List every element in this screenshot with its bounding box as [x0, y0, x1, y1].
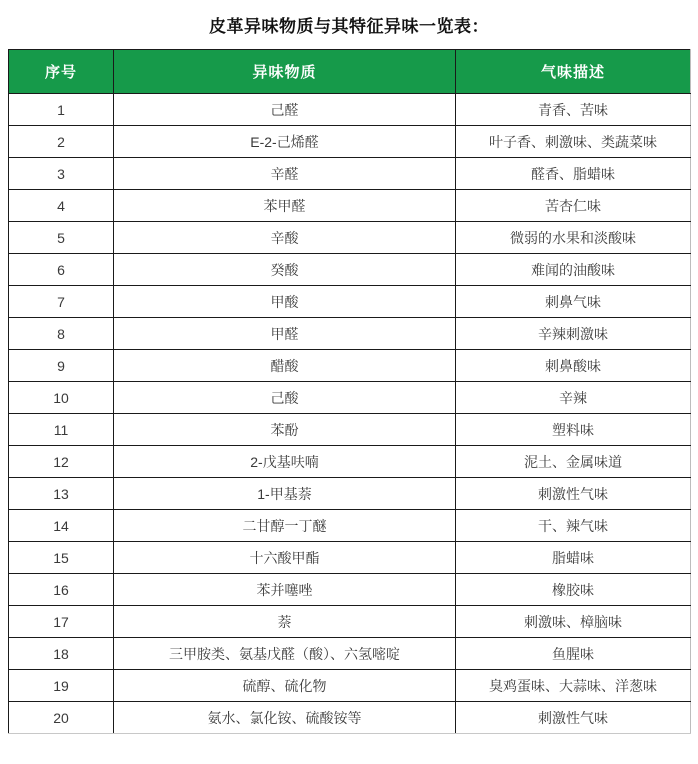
odor-cell: 臭鸡蛋味、大蒜味、洋葱味 [456, 670, 691, 702]
odor-cell: 辛辣 [456, 382, 691, 414]
odor-cell: 叶子香、刺激味、类蔬菜味 [456, 126, 691, 158]
header-odor-substance: 异味物质 [114, 50, 456, 94]
odor-cell: 青香、苦味 [456, 94, 691, 126]
row-number-cell: 11 [9, 414, 114, 446]
substance-cell: 氨水、氯化铵、硫酸铵等 [114, 702, 456, 734]
page-title: 皮革异味物质与其特征异味一览表： [209, 17, 489, 36]
row-number-cell: 2 [9, 126, 114, 158]
table-row [9, 190, 691, 222]
odor-cell: 刺激性气味 [456, 702, 691, 734]
substance-cell: 二甘醇一丁醚 [114, 510, 456, 542]
substance-cell: 三甲胺类、氨基戊醛（酸）、六氢嘧啶 [114, 638, 456, 670]
odor-cell: 难闻的油酸味 [456, 254, 691, 286]
row-number-cell: 8 [9, 318, 114, 350]
odor-cell: 醛香、脂蜡味 [456, 158, 691, 190]
substance-cell: 硫醇、硫化物 [114, 670, 456, 702]
substance-cell: 苯并噻唑 [114, 574, 456, 606]
row-number-cell: 10 [9, 382, 114, 414]
table-row [9, 510, 691, 542]
table-row [9, 478, 691, 510]
row-number-cell: 13 [9, 478, 114, 510]
substance-cell: 甲醛 [114, 318, 456, 350]
odor-cell: 塑料味 [456, 414, 691, 446]
odor-cell: 橡胶味 [456, 574, 691, 606]
table-row [9, 350, 691, 382]
substance-cell: E-2-己烯醛 [114, 126, 456, 158]
row-number-cell: 17 [9, 606, 114, 638]
row-number-cell: 3 [9, 158, 114, 190]
substance-cell: 醋酸 [114, 350, 456, 382]
odor-cell: 刺激味、樟脑味 [456, 606, 691, 638]
odor-substance-table [8, 49, 691, 734]
substance-cell: 苯甲醛 [114, 190, 456, 222]
table-body [9, 94, 691, 734]
substance-cell: 甲酸 [114, 286, 456, 318]
table-row [9, 542, 691, 574]
odor-cell: 刺鼻气味 [456, 286, 691, 318]
table-row [9, 94, 691, 126]
row-number-cell: 9 [9, 350, 114, 382]
header-serial-number: 序号 [9, 50, 114, 94]
table-row [9, 574, 691, 606]
odor-cell: 辛辣刺激味 [456, 318, 691, 350]
table-row [9, 606, 691, 638]
row-number-cell: 16 [9, 574, 114, 606]
substance-cell: 萘 [114, 606, 456, 638]
substance-cell: 辛醛 [114, 158, 456, 190]
row-number-cell: 1 [9, 94, 114, 126]
substance-cell: 癸酸 [114, 254, 456, 286]
table-row [9, 446, 691, 478]
table-row [9, 158, 691, 190]
odor-cell: 鱼腥味 [456, 638, 691, 670]
row-number-cell: 5 [9, 222, 114, 254]
table-row [9, 318, 691, 350]
table-row [9, 702, 691, 734]
odor-cell: 干、辣气味 [456, 510, 691, 542]
table-row [9, 286, 691, 318]
row-number-cell: 20 [9, 702, 114, 734]
table-header-row [9, 50, 691, 94]
odor-cell: 苦杏仁味 [456, 190, 691, 222]
substance-cell: 己醛 [114, 94, 456, 126]
odor-cell: 脂蜡味 [456, 542, 691, 574]
row-number-cell: 7 [9, 286, 114, 318]
row-number-cell: 18 [9, 638, 114, 670]
row-number-cell: 15 [9, 542, 114, 574]
row-number-cell: 6 [9, 254, 114, 286]
odor-cell: 微弱的水果和淡酸味 [456, 222, 691, 254]
substance-cell: 苯酚 [114, 414, 456, 446]
substance-cell: 己酸 [114, 382, 456, 414]
substance-cell: 十六酸甲酯 [114, 542, 456, 574]
row-number-cell: 14 [9, 510, 114, 542]
odor-cell: 刺鼻酸味 [456, 350, 691, 382]
header-odor-description: 气味描述 [456, 50, 691, 94]
table-row [9, 382, 691, 414]
row-number-cell: 4 [9, 190, 114, 222]
odor-cell: 刺激性气味 [456, 478, 691, 510]
table-row [9, 254, 691, 286]
substance-cell: 1-甲基萘 [114, 478, 456, 510]
row-number-cell: 12 [9, 446, 114, 478]
row-number-cell: 19 [9, 670, 114, 702]
table-row [9, 222, 691, 254]
substance-cell: 辛酸 [114, 222, 456, 254]
table-row [9, 670, 691, 702]
substance-cell: 2-戊基呋喃 [114, 446, 456, 478]
odor-cell: 泥土、金属味道 [456, 446, 691, 478]
table-row [9, 638, 691, 670]
table-row [9, 414, 691, 446]
table-row [9, 126, 691, 158]
